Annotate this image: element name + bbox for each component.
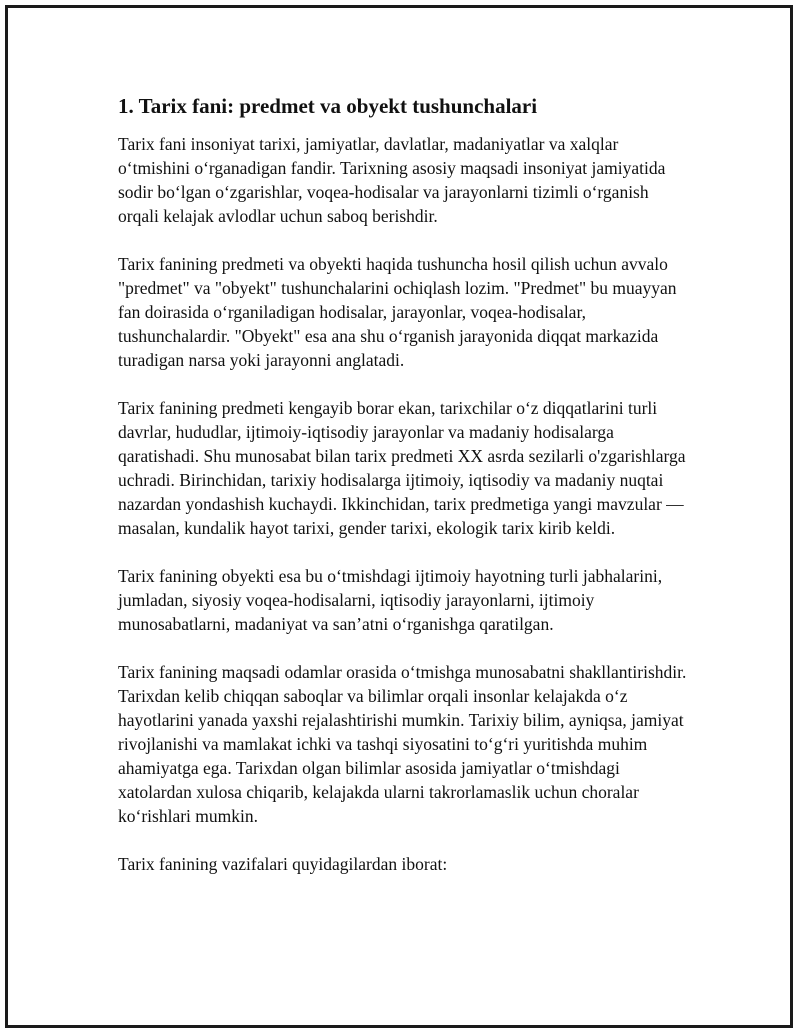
paragraph-predmet-obyekt: Tarix fanining predmeti va obyekti haqida tushuncha hosil qilish uchun avvalo "predmet" va "obyekt" tushunchalarini ochiqlash lozim. "Predmet" bu muayyan fan doirasida o‘rganiladigan hodisalar, jarayonlar, voqea-hodisalar, tushunchalardir. "Obyekt" esa ana shu o‘rganish jarayonida diqqat markazida turadigan narsa yoki jarayonni anglatadi. (118, 254, 677, 370)
paragraph-predmet-kengayishi: Tarix fanining predmeti kengayib borar ekan, tarixchilar o‘z diqqatlarini turli davrlar, hududlar, ijtimoiy-iqtisodiy jarayonlar va madaniy hodisalarga qaratishadi. Shu munosabat bilan tarix predmeti XX asrda sezilarli o'zgarishlarga uchradi. Birinchidan, tarixiy hodisalarga ijtimoiy, iqtisodiy va madaniy nuqtai nazardan yondashish kuchaydi. Ikkinchidan, tarix predmetiga yangi mavzular — masalan, kundalik hayot tarixi, gender tarixi, ekologik tarix kirib keldi. (118, 398, 686, 538)
paragraph-intro: Tarix fani insoniyat tarixi, jamiyatlar, davlatlar, madaniyatlar va xalqlar o‘tmishini o‘rganadigan fandir. Tarixning asosiy maqsadi insoniyat jamiyatida sodir bo‘lgan o‘zgarishlar, voqea-hodisalar va jarayonlarni tizimli o‘rganish orqali kelajak avlodlar uchun saboq berishdir. (118, 134, 666, 226)
section-heading: 1. Tarix fani: predmet va obyekt tushunchalari (118, 94, 538, 118)
document-body (118, 92, 693, 876)
paragraph-obyekt: Tarix fanining obyekti esa bu o‘tmishdagi ijtimoiy hayotning turli jabhalarini, jumladan, siyosiy voqea-hodisalarni, iqtisodiy jarayonlarni, ijtimoiy munosabatlarni, madaniyat va san’atni o‘rganishga qaratilgan. (118, 566, 663, 634)
paragraph-vazifalar: Tarix fanining vazifalari quyidagilardan iborat: (118, 854, 448, 874)
paragraph-maqsad: Tarix fanining maqsadi odamlar orasida o‘tmishga munosabatni shakllantirishdir. Tarixdan kelib chiqqan saboqlar va bilimlar orqali insonlar kelajakda o‘z hayotlarini yanada yaxshi rejalashtirishi mumkin. Tarixiy bilim, ayniqsa, jamiyat rivojlanishi va mamlakat ichki va tashqi siyosatini to‘g‘ri yuritishda muhim ahamiyatga ega. Tarixdan olgan bilimlar asosida jamiyatlar o‘tmishdagi xatolardan xulosa chiqarib, kelajakda ularni takrorlamaslik uchun choralar ko‘rishlari mumkin. (118, 662, 687, 826)
